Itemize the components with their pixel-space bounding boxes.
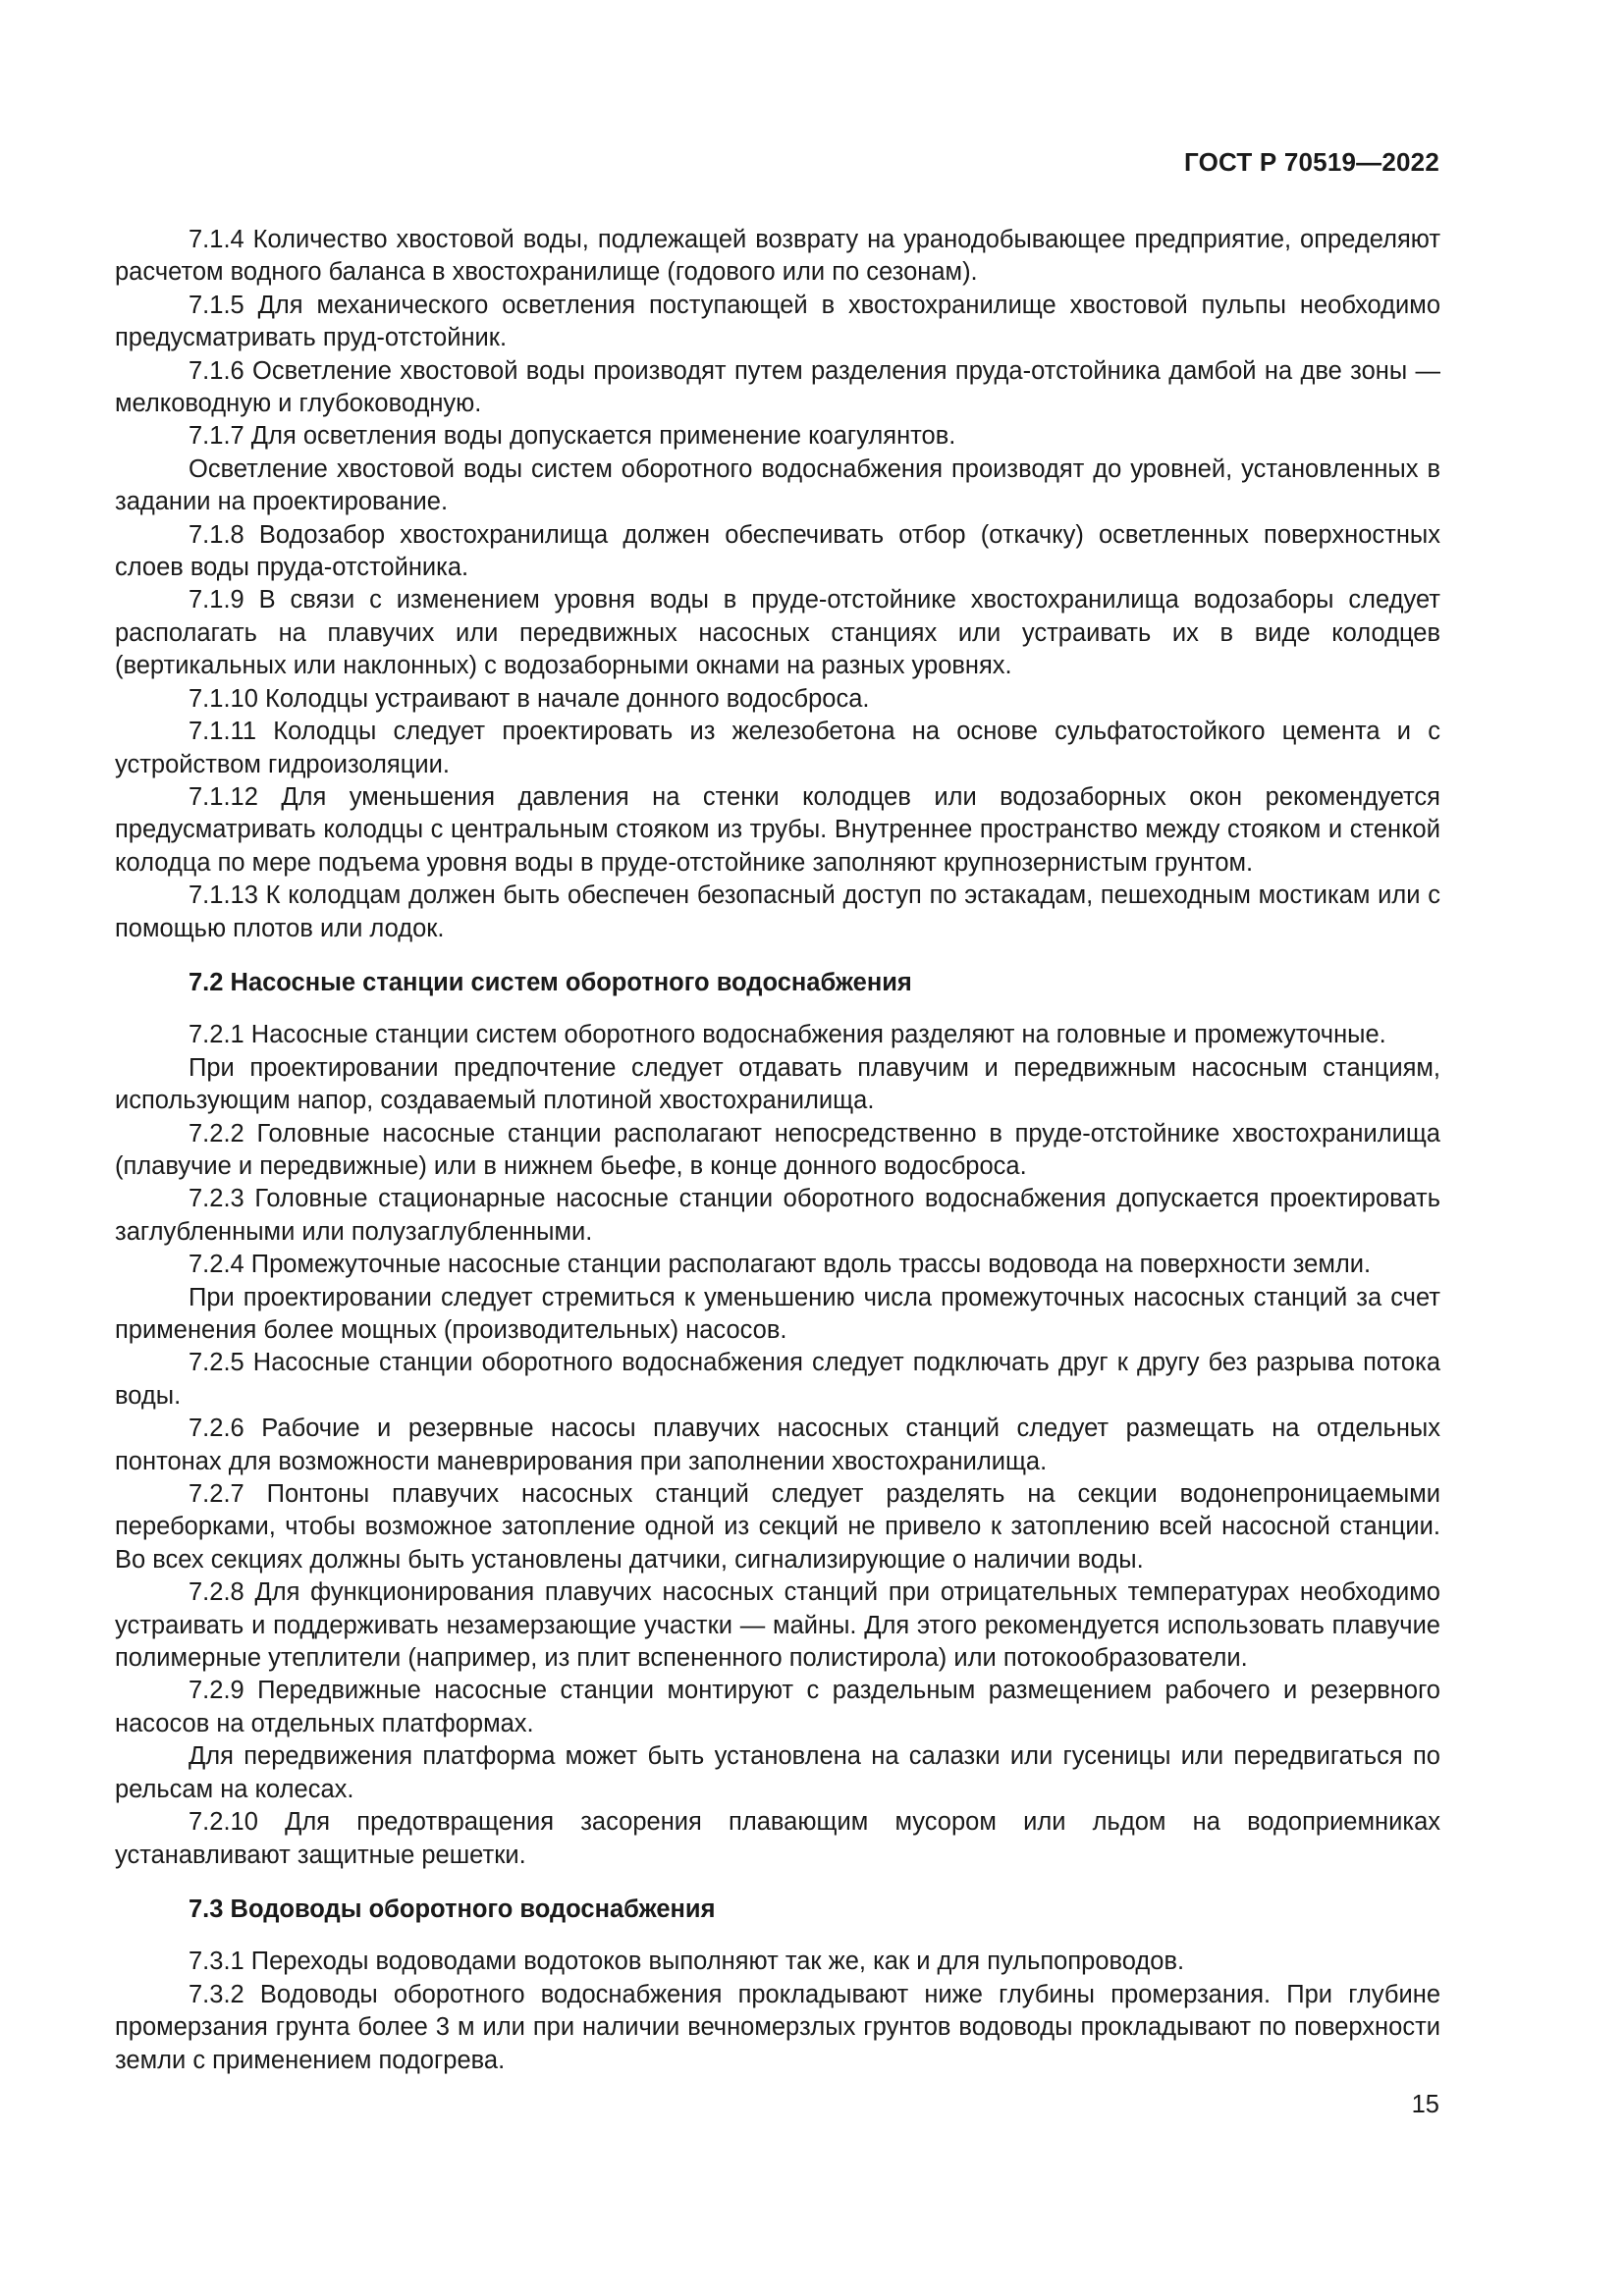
- paragraph-7-1-7-cont: Осветление хвостовой воды систем оборотного водоснабжения производят до уровней, установленных в задании на проектирование.: [115, 454, 1440, 516]
- paragraph-7-1-8: 7.1.8 Водозабор хвостохранилища должен обеспечивать отбор (откачку) осветленных поверхностных слоев воды пруда-отстойника.: [115, 520, 1440, 582]
- paragraph-7-2-10: 7.2.10 Для предотвращения засорения плавающим мусором или льдом на водоприемниках устанавливают защитные решетки.: [115, 1808, 1440, 1869]
- paragraph-7-2-6: 7.2.6 Рабочие и резервные насосы плавучих насосных станций следует размещать на отдельных понтонах для возможности маневрирования при заполнении хвостохранилища.: [115, 1415, 1440, 1475]
- document-id-header: ГОСТ Р 70519—2022: [1184, 147, 1439, 177]
- paragraph-7-1-12: 7.1.12 Для уменьшения давления на стенки колодцев или водозаборных окон рекомендуется предусматривать колодцы с центральным стояком из трубы. Внутреннее пространство между стояком и стенкой колодца по мере подъема уровня воды в пруде-отстойнике заполняют крупнозернистым грунтом.: [115, 782, 1440, 877]
- paragraph-7-2-9: 7.2.9 Передвижные насосные станции монтируют с раздельным размещением рабочего и резервного насосов на отдельных платформах.: [115, 1677, 1440, 1737]
- section-heading-7-2: 7.2 Насосные станции систем оборотного водоснабжения: [189, 968, 912, 996]
- section-heading-7-3: 7.3 Водоводы оборотного водоснабжения: [189, 1895, 716, 1923]
- paragraph-7-1-11: 7.1.11 Колодцы следует проектировать из железобетона на основе сульфатостойкого цемента и с устройством гидроизоляции.: [115, 718, 1440, 778]
- paragraph-7-2-7: 7.2.7 Понтоны плавучих насосных станций следует разделять на секции водонепроницаемыми переборками, чтобы возможное затопление одной из секций не привело к затоплению всей насосной станции. Во всех секциях должны быть установлены датчики, сигнализирующие о наличии воды.: [115, 1480, 1440, 1574]
- paragraph-7-2-9-cont: Для передвижения платформа может быть установлена на салазки или гусеницы или передвигаться по рельсам на колесах.: [115, 1742, 1440, 1803]
- paragraph-7-3-2: 7.3.2 Водоводы оборотного водоснабжения прокладывают ниже глубины промерзания. При глубине промерзания грунта более 3 м или при наличии вечномерзлых грунтов водоводы прокладывают по поверхности земли с применением подогрева.: [115, 1980, 1440, 2074]
- page-number: 15: [1411, 2091, 1439, 2118]
- paragraph-7-2-5: 7.2.5 Насосные станции оборотного водоснабжения следует подключать друг к другу без разрыва потока воды.: [115, 1349, 1440, 1410]
- paragraph-7-1-5: 7.1.5 Для механического осветления поступающей в хвостохранилище хвостовой пульпы необходимо предусматривать пруд-отстойник.: [115, 291, 1440, 352]
- paragraph-7-2-4-cont: При проектировании следует стремиться к уменьшению числа промежуточных насосных станций за счет применения более мощных (производительных) насосов.: [115, 1283, 1440, 1344]
- paragraph-7-1-9: 7.1.9 В связи с изменением уровня воды в пруде-отстойнике хвостохранилища водозаборы следует располагать на плавучих или передвижных насосных станциях или устраивать их в виде колодцев (вертикальных или наклонных) с водозаборными окнами на разных уровнях.: [115, 586, 1440, 680]
- paragraph-7-2-2: 7.2.2 Головные насосные станции располагают непосредственно в пруде-отстойнике хвостохранилища (плавучие и передвижные) или в нижнем бьефе, в конце донного водосброса.: [115, 1119, 1440, 1180]
- paragraph-7-3-1: 7.3.1 Переходы водоводами водотоков выполняют так же, как и для пульпопроводов.: [189, 1948, 1185, 1976]
- paragraph-7-2-8: 7.2.8 Для функционирования плавучих насосных станций при отрицательных температурах необходимо устраивать и поддерживать незамерзающие участки — майны. Для этого рекомендуется использовать плавучие полимерные утеплители (например, из плит вспененного полистирола) или потокообразователи.: [115, 1578, 1440, 1673]
- paragraph-7-1-4: 7.1.4 Количество хвостовой воды, подлежащей возврату на уранодобывающее предприятие, определяют расчетом водного баланса в хвостохранилище (годового или по сезонам).: [115, 226, 1440, 287]
- paragraph-7-2-3: 7.2.3 Головные стационарные насосные станции оборотного водоснабжения допускается проектировать заглубленными или полузаглубленными.: [115, 1185, 1440, 1246]
- paragraph-7-1-7: 7.1.7 Для осветления воды допускается применение коагулянтов.: [189, 422, 956, 451]
- page-content: [115, 224, 1440, 2077]
- paragraph-7-1-6: 7.1.6 Осветление хвостовой воды производят путем разделения пруда-отстойника дамбой на две зоны — мелководную и глубоководную.: [115, 356, 1440, 418]
- paragraph-7-2-4: 7.2.4 Промежуточные насосные станции располагают вдоль трассы водовода на поверхности земли.: [189, 1251, 1372, 1279]
- paragraph-7-1-13: 7.1.13 К колодцам должен быть обеспечен безопасный доступ по эстакадам, пешеходным мостикам или с помощью плотов или лодок.: [115, 881, 1440, 942]
- paragraph-7-2-1: 7.2.1 Насосные станции систем оборотного водоснабжения разделяют на головные и промежуточные.: [189, 1021, 1386, 1049]
- paragraph-7-2-1-cont: При проектировании предпочтение следует отдавать плавучим и передвижным насосным станциям, использующим напор, создаваемый плотиной хвостохранилища.: [115, 1053, 1440, 1115]
- paragraph-7-1-10: 7.1.10 Колодцы устраивают в начале донного водосброса.: [189, 684, 870, 713]
